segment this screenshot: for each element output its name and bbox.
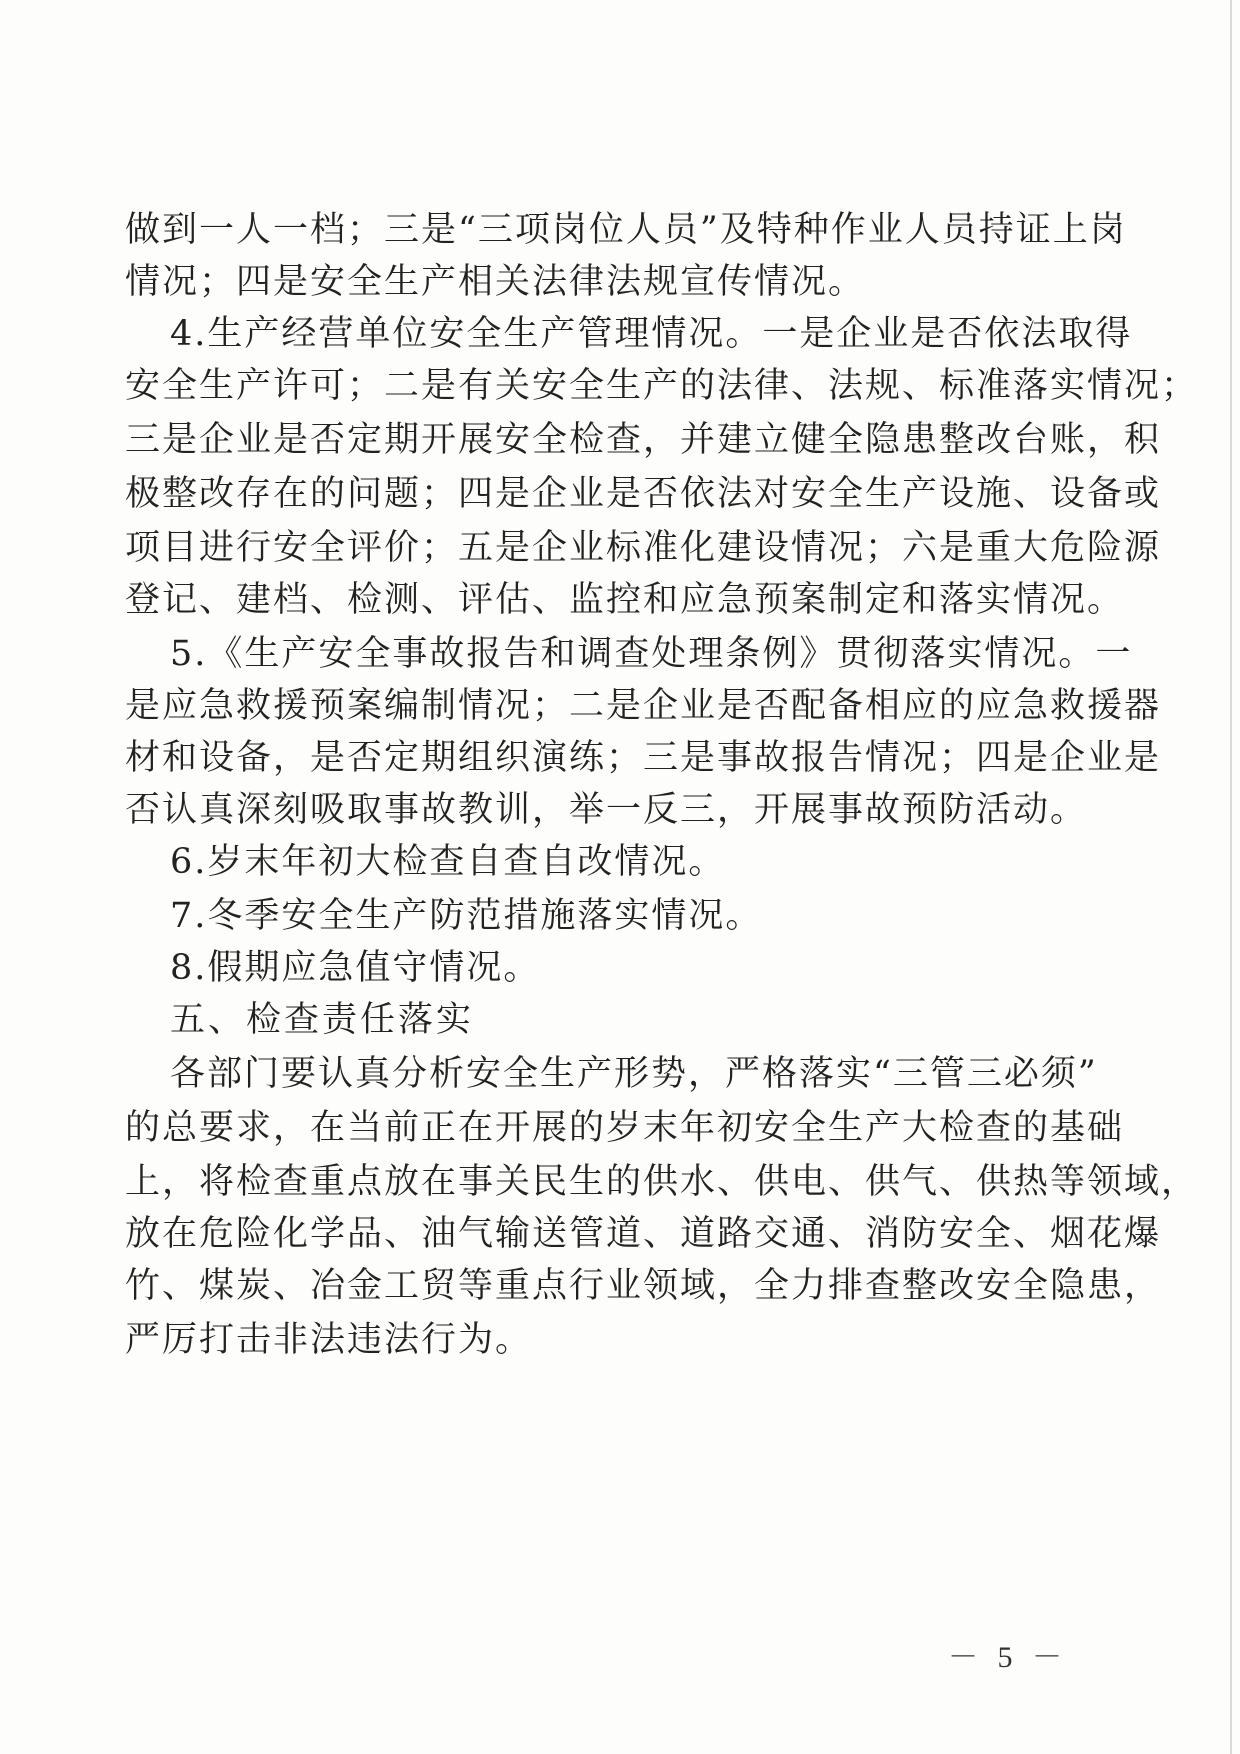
body-line: 否认真深刻吸取事故教训，举一反三，开展事故预防活动。 [125, 790, 1088, 830]
body-line: 放在危险化学品、油气输送管道、道路交通、消防安全、烟花爆 [125, 1214, 1162, 1254]
body-line: 登记、建档、检测、评估、监控和应急预案制定和落实情况。 [125, 580, 1125, 620]
item-4-line: 4.生产经营单位安全生产管理情况。一是企业是否依法取得 [170, 314, 1133, 354]
item-6-line: 6.岁末年初大检查自查自改情况。 [170, 842, 726, 882]
body-line: 安全生产许可；二是有关安全生产的法律、法规、标准落实情况； [125, 366, 1199, 406]
body-line: 各部门要认真分析安全生产形势，严格落实“三管三必须” [170, 1054, 1098, 1094]
body-line: 的总要求，在当前正在开展的岁末年初安全生产大检查的基础 [125, 1108, 1125, 1148]
item-5-line: 5.《生产安全事故报告和调查处理条例》贯彻落实情况。一 [170, 634, 1133, 674]
body-line: 上，将检查重点放在事关民生的供水、供电、供气、供热等领域， [125, 1162, 1199, 1202]
scan-edge [1230, 0, 1232, 1754]
body-line: 严厉打击非法违法行为。 [125, 1320, 533, 1360]
page-number: － 5 － [948, 1641, 1068, 1674]
body-line: 项目进行安全评价；五是企业标准化建设情况；六是重大危险源 [125, 528, 1162, 568]
section-heading: 五、检查责任落实 [170, 1000, 475, 1040]
item-8-line: 8.假期应急值守情况。 [170, 948, 541, 988]
body-line: 三是企业是否定期开展安全检查，并建立健全隐患整改台账，积 [125, 420, 1162, 460]
body-line: 极整改存在的问题；四是企业是否依法对安全生产设施、设备或 [125, 474, 1162, 514]
body-line: 材和设备，是否定期组织演练；三是事故报告情况；四是企业是 [125, 738, 1162, 778]
body-line: 情况；四是安全生产相关法律法规宣传情况。 [125, 262, 866, 302]
body-line: 是应急救援预案编制情况；二是企业是否配备相应的应急救援器 [125, 686, 1162, 726]
body-line: 竹、煤炭、冶金工贸等重点行业领域，全力排查整改安全隐患， [125, 1266, 1162, 1306]
body-line: 做到一人一档；三是“三项岗位人员”及特种作业人员持证上岗 [125, 210, 1127, 250]
item-7-line: 7.冬季安全生产防范措施落实情况。 [170, 896, 763, 936]
